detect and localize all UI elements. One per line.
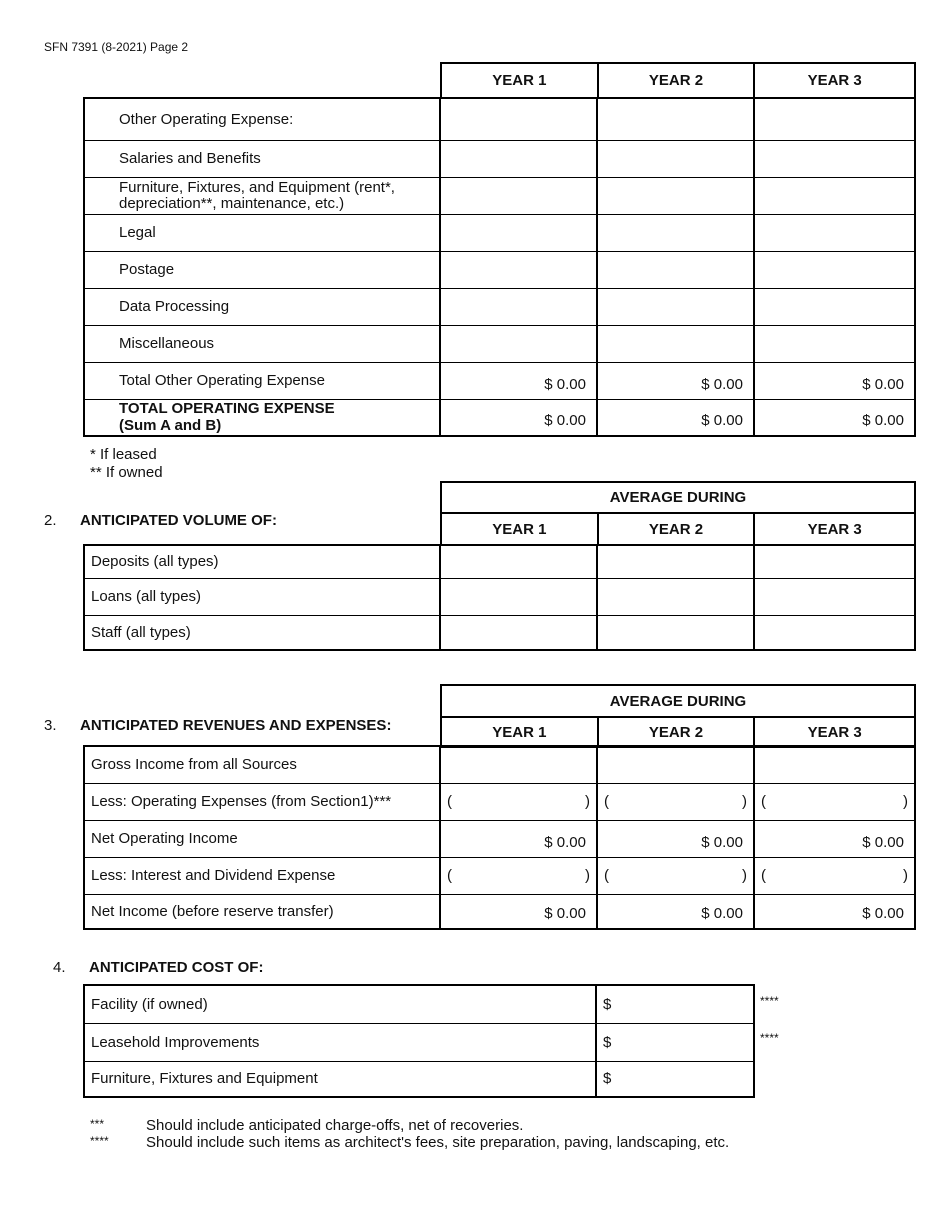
row-label: Less: Interest and Dividend Expense [84,857,440,894]
table-row [84,362,915,399]
year2-cell[interactable] [597,98,754,140]
furniture-cost-field[interactable]: $ [596,1061,754,1097]
year2-header: YEAR 2 [598,717,755,747]
row-label: Leasehold Improvements [84,1023,596,1061]
table-row [84,746,915,783]
year1-paren-cell[interactable]: ( ) [440,783,597,820]
year3-cell[interactable] [754,615,915,650]
year3-cell[interactable] [754,325,915,362]
table-row [84,177,915,214]
leasehold-note-mark: **** [760,1031,779,1045]
year3-paren-cell[interactable]: ( ) [754,857,915,894]
table-row [84,783,915,820]
row-label: Less: Operating Expenses (from Section1)*** [84,783,440,820]
year2-paren-cell[interactable]: ( ) [597,857,754,894]
year2-cell[interactable] [597,177,754,214]
row-label: Staff (all types) [84,615,440,650]
total-label-line1: TOTAL OPERATING EXPENSE [119,400,335,418]
row-label: Gross Income from all Sources [84,746,440,783]
table-row [84,1023,754,1061]
year3-grand-total: $ 0.00 [754,399,915,436]
table-row [84,288,915,325]
year1-cell[interactable] [440,615,597,650]
year1-total: $ 0.00 [440,362,597,399]
row-label: Other Operating Expense: [84,98,440,140]
row-label: Net Income (before reserve transfer) [84,894,440,929]
total-operating-label [84,399,440,436]
table-row [84,98,915,140]
row-label: Deposits (all types) [84,545,440,578]
footnote-owned: ** If owned [90,464,163,481]
table-row [84,578,915,615]
year3-value: $ 0.00 [754,820,915,857]
row-label: Total Other Operating Expense [84,362,440,399]
year3-cell[interactable] [754,140,915,177]
year1-cell[interactable] [440,251,597,288]
year3-cell[interactable] [754,746,915,783]
year2-value: $ 0.00 [597,820,754,857]
table-row [84,545,915,578]
year1-cell[interactable] [440,177,597,214]
year1-value: $ 0.00 [440,894,597,929]
year3-cell[interactable] [754,578,915,615]
year3-header: YEAR 3 [754,717,915,747]
table-row [84,251,915,288]
table-row [84,985,754,1023]
section1-table [83,97,916,437]
row-label: Miscellaneous [84,325,440,362]
table-row [84,820,915,857]
year2-cell[interactable] [597,615,754,650]
year3-paren-cell[interactable]: ( ) [754,783,915,820]
year2-cell[interactable] [597,578,754,615]
year2-cell[interactable] [597,545,754,578]
year2-header: YEAR 2 [598,513,755,545]
year2-header: YEAR 2 [598,63,755,98]
section3-title: ANTICIPATED REVENUES AND EXPENSES: [80,717,392,734]
section3-number: 3. [44,717,57,734]
table-row [84,894,915,929]
year2-cell[interactable] [597,325,754,362]
average-during-header: AVERAGE DURING [441,685,915,717]
section2-number: 2. [44,512,57,529]
year1-cell[interactable] [440,325,597,362]
section4-title: ANTICIPATED COST OF: [89,959,264,976]
row-label: Loans (all types) [84,578,440,615]
footnote-text-3: Should include anticipated charge-offs, net of recoveries. [146,1117,524,1134]
form-id: SFN 7391 (8-2021) Page 2 [44,40,189,54]
year3-header: YEAR 3 [754,63,915,98]
year1-cell[interactable] [440,746,597,783]
year2-total: $ 0.00 [597,362,754,399]
row-label: Salaries and Benefits [84,140,440,177]
table-row [84,857,915,894]
table-row [84,1061,754,1097]
section3-table [83,745,916,930]
year3-cell[interactable] [754,251,915,288]
table-row [84,325,915,362]
row-label: Facility (if owned) [84,985,596,1023]
table-row [84,399,915,436]
year3-header: YEAR 3 [754,513,915,545]
section2-header [440,481,916,546]
year1-header: YEAR 1 [441,63,598,98]
year1-cell[interactable] [440,214,597,251]
year3-cell[interactable] [754,545,915,578]
year3-cell[interactable] [754,288,915,325]
year3-total: $ 0.00 [754,362,915,399]
facility-note-mark: **** [760,994,779,1008]
row-label: Data Processing [84,288,440,325]
year2-cell[interactable] [597,214,754,251]
row-label: Net Operating Income [84,820,440,857]
section1-year-header [440,62,916,99]
year1-header: YEAR 1 [441,513,598,545]
year1-cell[interactable] [440,578,597,615]
row-label: Postage [84,251,440,288]
row-label: Legal [84,214,440,251]
section2-title: ANTICIPATED VOLUME OF: [80,512,277,529]
year2-cell[interactable] [597,746,754,783]
year2-cell[interactable] [597,140,754,177]
year1-cell[interactable] [440,140,597,177]
footnote-leased: * If leased [90,446,157,463]
row-label: Furniture, Fixtures and Equipment [84,1061,596,1097]
year1-header: YEAR 1 [441,717,598,747]
table-row [84,140,915,177]
year3-cell[interactable] [754,214,915,251]
year2-cell[interactable] [597,288,754,325]
table-row [84,214,915,251]
year1-grand-total: $ 0.00 [440,399,597,436]
year2-paren-cell[interactable]: ( ) [597,783,754,820]
year3-cell[interactable] [754,177,915,214]
section4-table [83,984,755,1098]
section3-header [440,684,916,748]
year3-cell[interactable] [754,98,915,140]
row-label: Furniture, Fixtures, and Equipment (rent*, depreciation**, maintenance, etc.) [84,177,440,214]
total-label-line2: (Sum A and B) [119,417,222,435]
year1-cell[interactable] [440,98,597,140]
section4-number: 4. [53,959,66,976]
footnote-text-4: Should include such items as architect's fees, site preparation, paving, landscaping, etc. [146,1134,730,1151]
year2-cell[interactable] [597,251,754,288]
year2-grand-total: $ 0.00 [597,399,754,436]
section2-table [83,544,916,651]
table-row [84,615,915,650]
average-during-header: AVERAGE DURING [441,482,915,513]
year1-value: $ 0.00 [440,820,597,857]
footnote-mark-4: **** [90,1134,109,1148]
year1-cell[interactable] [440,288,597,325]
facility-cost-field[interactable]: $ [596,985,754,1023]
year2-value: $ 0.00 [597,894,754,929]
footnote-mark-3: *** [90,1117,105,1131]
year3-value: $ 0.00 [754,894,915,929]
year1-paren-cell[interactable]: ( ) [440,857,597,894]
leasehold-cost-field[interactable]: $ [596,1023,754,1061]
year1-cell[interactable] [440,545,597,578]
